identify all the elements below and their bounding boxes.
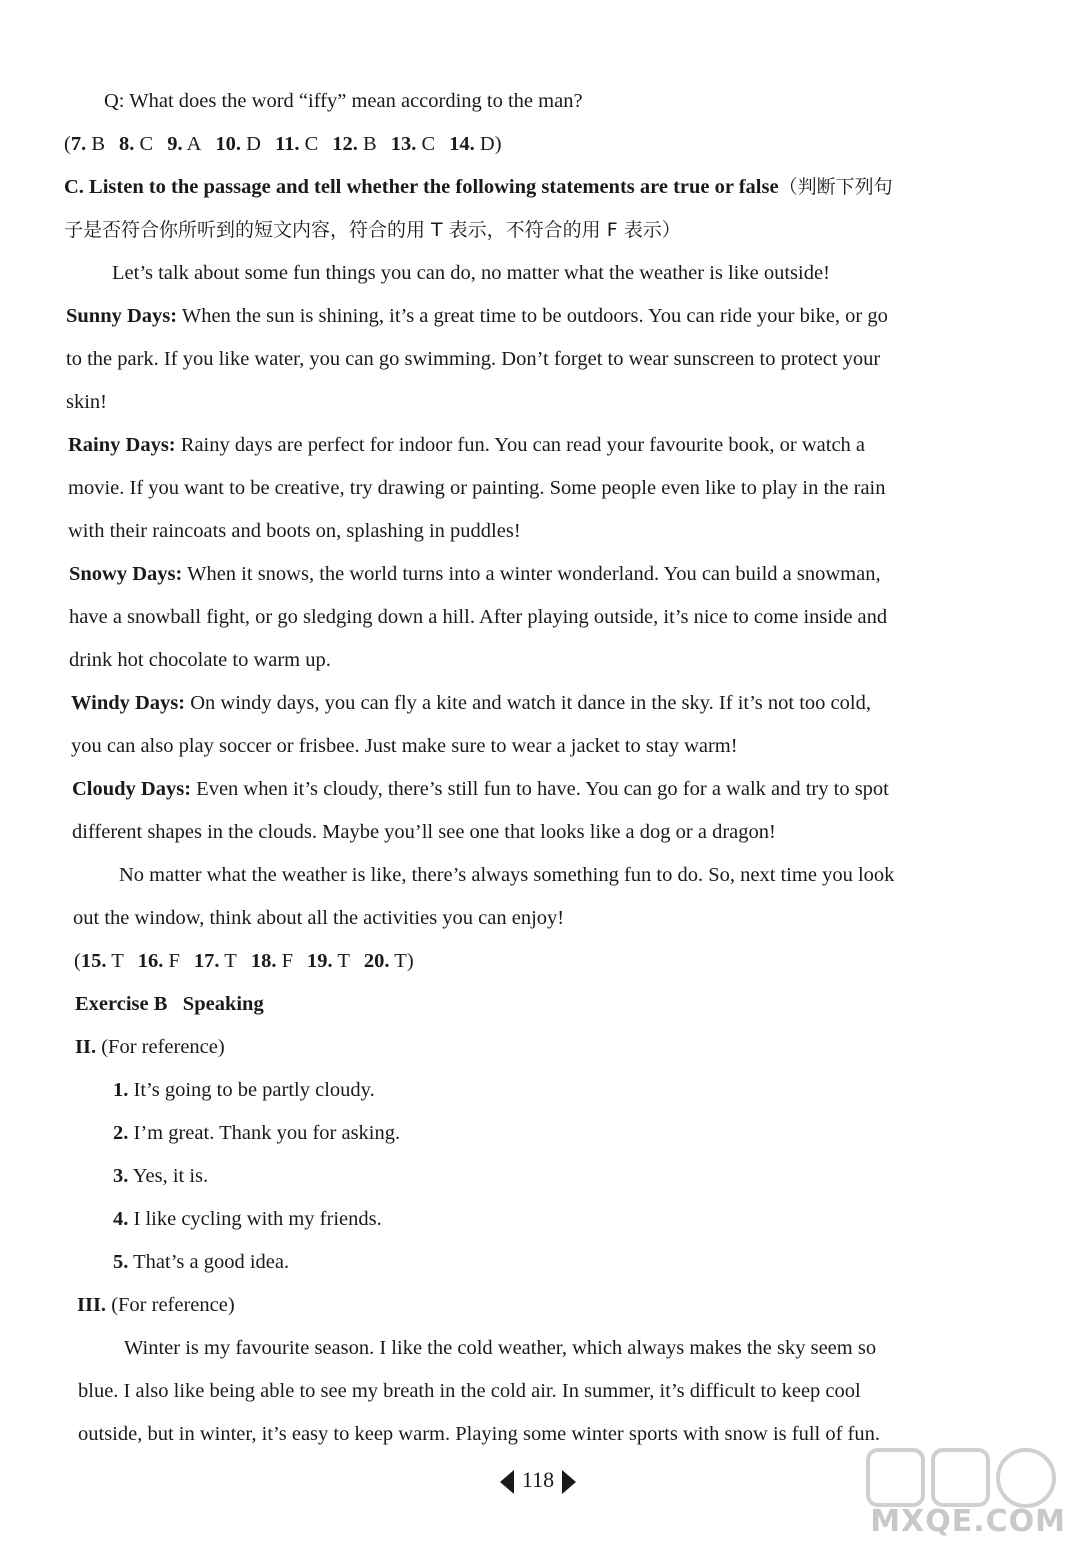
- closing-line-2: out the window, think about all the activities you can enjoy!: [73, 907, 565, 929]
- page-number: 118: [521, 1467, 555, 1492]
- snowy-days-line-3: drink hot chocolate to warm up.: [69, 649, 331, 671]
- list-item: 5. That’s a good idea.: [113, 1251, 290, 1273]
- list-item: 2. I’m great. Thank you for asking.: [113, 1122, 401, 1144]
- rainy-days-line-3: with their raincoats and boots on, splashing in puddles!: [68, 520, 521, 542]
- essay-line-2: blue. I also like being able to see my breath in the cold air. In summer, it’s difficult to keep cool: [78, 1380, 861, 1402]
- cloudy-days-line-2: different shapes in the clouds. Maybe you’ll see one that looks like a dog or a dragon!: [72, 821, 776, 843]
- sunny-days-line-2: to the park. If you like water, you can go swimming. Don’t forget to wear sunscreen to protect your: [66, 348, 881, 370]
- section-c-heading: C. Listen to the passage and tell whether the following statements are true or false（判断下列句: [64, 176, 893, 198]
- part-iii-heading: III. (For reference): [77, 1294, 235, 1316]
- windy-days-line-1: Windy Days: On windy days, you can fly a kite and watch it dance in the sky. If it’s not too cold,: [71, 692, 871, 714]
- cloudy-days-line-1: Cloudy Days: Even when it’s cloudy, there’s still fun to have. You can go for a walk and try to spot: [72, 778, 889, 800]
- exercise-b-heading: Exercise B Speaking: [75, 993, 264, 1015]
- part-ii-heading: II. (For reference): [75, 1036, 225, 1058]
- answer-key-15-20: (15. T 16. F 17. T 18. F 19. T 20. T): [74, 950, 414, 972]
- triangle-left-icon: [500, 1470, 514, 1494]
- windy-days-line-2: you can also play soccer or frisbee. Just make sure to wear a jacket to stay warm!: [71, 735, 738, 757]
- answer-key-7-14: (7. B 8. C 9. A 10. D 11. C 12. B 13. C 14. D): [64, 133, 502, 155]
- question-line: Q: What does the word “iffy” mean according to the man?: [104, 90, 583, 112]
- list-item: 4. I like cycling with my friends.: [113, 1208, 382, 1230]
- closing-line-1: No matter what the weather is like, there’s always something fun to do. So, next time you look: [119, 864, 895, 886]
- essay-line-1: Winter is my favourite season. I like the cold weather, which always makes the sky seem so: [124, 1337, 877, 1359]
- snowy-days-line-1: Snowy Days: When it snows, the world turns into a winter wonderland. You can build a snowman,: [69, 563, 881, 585]
- essay-line-3: outside, but in winter, it’s easy to keep warm. Playing some winter sports with snow is full of fun.: [78, 1423, 881, 1445]
- list-item: 3. Yes, it is.: [113, 1165, 209, 1187]
- list-item: 1. It’s going to be partly cloudy.: [113, 1079, 375, 1101]
- sunny-days-line-3: skin!: [66, 391, 107, 413]
- snowy-days-line-2: have a snowball fight, or go sledging down a hill. After playing outside, it’s nice to come inside and: [69, 606, 888, 628]
- sunny-days-line-1: Sunny Days: When the sun is shining, it’s a great time to be outdoors. You can ride your bike, or go: [66, 305, 888, 327]
- watermark-text: MXQE.COM: [870, 1504, 1066, 1539]
- rainy-days-line-2: movie. If you want to be creative, try drawing or painting. Some people even like to play in the rain: [68, 477, 886, 499]
- passage-intro: Let’s talk about some fun things you can do, no matter what the weather is like outside!: [112, 262, 830, 284]
- triangle-right-icon: [562, 1470, 576, 1494]
- rainy-days-line-1: Rainy Days: Rainy days are perfect for indoor fun. You can read your favourite book, or watch a: [68, 434, 866, 456]
- section-c-heading-cn: 子是否符合你所听到的短文内容，符合的用 T 表示，不符合的用 F 表示）: [64, 219, 681, 241]
